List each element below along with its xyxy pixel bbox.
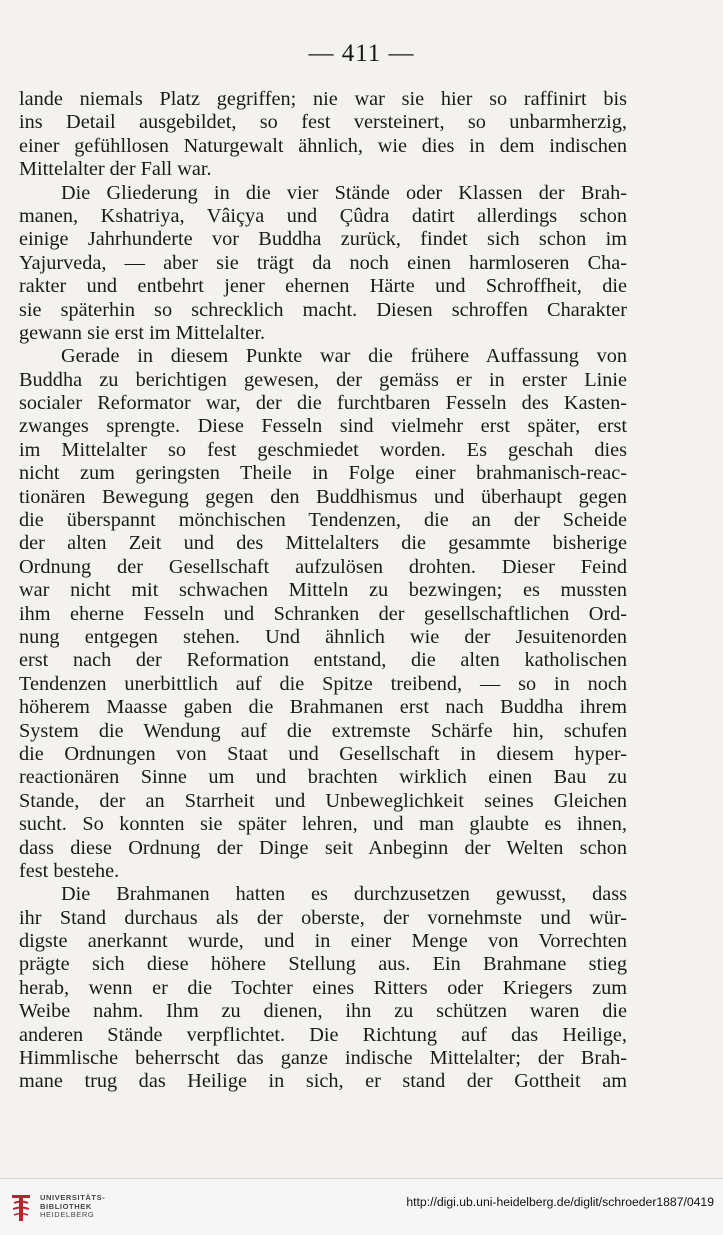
text-line: Weibe nahm. Ihm zu dienen, ihn zu schützen waren die xyxy=(19,1000,627,1023)
text-line: zwanges sprengte. Diese Fesseln sind vielmehr erst später, erst xyxy=(19,415,627,438)
text-line: die überspannt mönchischen Tendenzen, die an der Scheide xyxy=(19,509,627,532)
text-line: herab, wenn er die Tochter eines Ritters oder Kriegers zum xyxy=(19,976,627,999)
text-line: einer gefühllosen Naturgewalt ähnlich, wie dies in dem indischen xyxy=(19,134,627,157)
viewer-footer xyxy=(0,1178,723,1235)
text-line: Mittelalter der Fall war. xyxy=(19,158,212,181)
text-line: Gerade in diesem Punkte war die frühere Auffassung von xyxy=(61,345,627,368)
text-line: manen, Kshatriya, Vâiçya und Çûdra datirt allerdings schon xyxy=(19,204,627,227)
text-line: einige Jahrhunderte vor Buddha zurück, findet sich schon im xyxy=(19,228,627,251)
text-line: fest bestehe. xyxy=(19,859,120,882)
text-line: ihm eherne Fesseln und Schranken der gesellschaftlichen Ord- xyxy=(19,602,627,625)
text-line: Die Gliederung in die vier Stände oder Klassen der Brah- xyxy=(61,181,627,204)
text-line: anderen Stände verpflichtet. Die Richtung auf das Heilige, xyxy=(19,1023,627,1046)
text-line: prägte sich diese höhere Stellung aus. Ein Brahmane stieg xyxy=(19,953,627,976)
text-line: System die Wendung auf die extremste Schärfe hin, schufen xyxy=(19,719,627,742)
logo-line-3: HEIDELBERG xyxy=(40,1210,95,1220)
text-line: mane trug das Heilige in sich, er stand der Gottheit am xyxy=(19,1070,627,1093)
text-line: rakter und entbehrt jener ehernen Härte und Schroffheit, die xyxy=(19,275,627,298)
text-line: die Ordnungen von Staat und Gesellschaft in diesem hyper- xyxy=(19,742,627,765)
text-line: dass diese Ordnung der Dinge seit Anbeginn der Welten schon xyxy=(19,836,627,859)
body-text xyxy=(19,88,627,1094)
permalink-url[interactable]: http://digi.ub.uni-heidelberg.de/diglit/schroeder1887/0419 xyxy=(406,1195,714,1209)
text-line: der alten Zeit und des Mittelalters die gesammte bisherige xyxy=(19,532,627,555)
text-line: Himmlische beherrscht das ganze indische Mittelalter; der Brah- xyxy=(19,1047,627,1070)
text-line: war nicht mit schwachen Mitteln zu bezwingen; es mussten xyxy=(19,579,627,602)
text-line: sie späterhin so schrecklich macht. Diesen schroffen Charakter xyxy=(19,298,627,321)
text-line: socialer Reformator war, der die furchtbaren Fesseln des Kasten- xyxy=(19,392,627,415)
library-logo-icon xyxy=(10,1191,32,1225)
text-line: lande niemals Platz gegriffen; nie war sie hier so raffinirt bis xyxy=(19,88,627,110)
logo-line-1: UNIVERSITÄTS- xyxy=(40,1193,106,1202)
text-line: Stande, der an Starrheit und Unbeweglichkeit seines Gleichen xyxy=(19,789,627,812)
text-line: gewann sie erst im Mittelalter. xyxy=(19,321,266,344)
library-logo-text xyxy=(40,1194,105,1220)
page-number: — 411 — xyxy=(308,40,415,67)
text-line: tionären Bewegung gegen den Buddhismus und überhaupt gegen xyxy=(19,485,627,508)
text-line: ihr Stand durchaus als der oberste, der vornehmste und wür- xyxy=(19,906,627,929)
text-line: erst nach der Reformation entstand, die alten katholischen xyxy=(19,649,627,672)
text-line: Buddha zu berichtigen gewesen, der gemäss er in erster Linie xyxy=(19,368,627,391)
text-line: ins Detail ausgebildet, so fest versteinert, so unbarmherzig, xyxy=(19,111,627,134)
text-line: sucht. So konnten sie später lehren, und man glaubte es ihnen, xyxy=(19,813,627,836)
text-line: Ordnung der Gesellschaft aufzulösen drohten. Dieser Feind xyxy=(19,555,627,578)
text-line: höherem Maasse gaben die Brahmanen erst nach Buddha ihrem xyxy=(19,696,627,719)
text-line: nicht zum geringsten Theile in Folge einer brahmanisch-reac- xyxy=(19,462,627,485)
text-line: Tendenzen unerbittlich auf die Spitze treibend, — so in noch xyxy=(19,672,627,695)
text-line: im Mittelalter so fest geschmiedet worden. Es geschah dies xyxy=(19,438,627,461)
text-line: nung entgegen stehen. Und ähnlich wie der Jesuitenorden xyxy=(19,625,627,648)
logo-line-2: BIBLIOTHEK xyxy=(40,1201,92,1211)
text-line: digste anerkannt wurde, und in einer Menge von Vorrechten xyxy=(19,930,627,953)
text-line: Yajurveda, — aber sie trägt da noch einen harmloseren Cha- xyxy=(19,251,627,274)
text-line: reactionären Sinne um und brachten wirklich einen Bau zu xyxy=(19,766,627,789)
text-line: Die Brahmanen hatten es durchzusetzen gewusst, dass xyxy=(61,883,627,906)
